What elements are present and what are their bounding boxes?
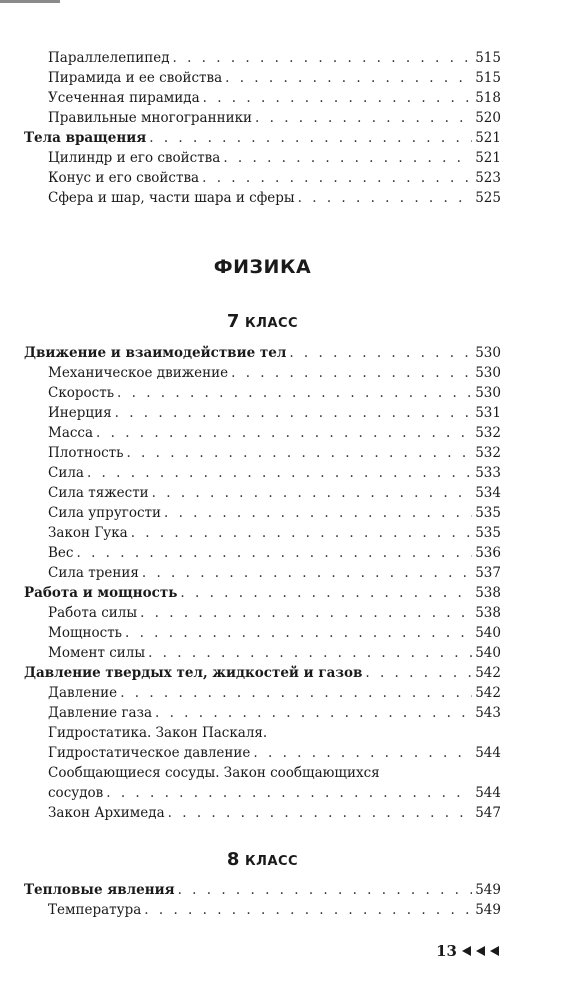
toc-entry[interactable]	[24, 523, 501, 543]
toc-entry-page: 537	[475, 565, 501, 581]
toc-entry-title-line1: Сообщающиеся сосуды. Закон сообщающихся	[48, 765, 380, 781]
toc-entry[interactable]	[24, 363, 501, 383]
leader-dots	[76, 543, 472, 563]
toc-entry	[24, 783, 501, 803]
toc-entry-title: Работа и мощность	[24, 585, 178, 601]
toc-entry-page: 549	[475, 882, 501, 898]
triangle-left-icon	[476, 946, 485, 956]
toc-entry[interactable]	[24, 900, 501, 920]
leader-dots	[148, 643, 472, 663]
toc-entry-title: Движение и взаимодействие тел	[24, 345, 287, 361]
toc-entry	[24, 743, 501, 763]
toc-entry-title: Тела вращения	[24, 130, 147, 146]
leader-dots	[173, 48, 472, 68]
toc-entry[interactable]	[24, 148, 501, 168]
toc-entry-title-line1: Гидростатика. Закон Паскаля.	[48, 725, 268, 741]
toc-entry-title: Сила	[48, 465, 84, 481]
toc-entry-title: Давление твердых тел, жидкостей и газов	[24, 665, 363, 681]
leader-dots	[115, 403, 472, 423]
toc-entry-title: Сила трения	[48, 565, 139, 581]
toc-entry-title: Плотность	[48, 445, 124, 461]
toc-entry[interactable]	[24, 443, 501, 463]
leader-dots	[164, 503, 472, 523]
toc-entry-page: 532	[475, 445, 501, 461]
toc-geometry-section	[24, 48, 501, 208]
triangle-left-icon	[490, 946, 499, 956]
toc-entry-title: Давление	[48, 685, 118, 701]
leader-dots	[142, 563, 472, 583]
grade-7-heading	[24, 311, 501, 332]
leader-dots	[298, 188, 472, 208]
toc-entry-title: Сила упругости	[48, 505, 161, 521]
toc-entry-page: 542	[475, 665, 501, 681]
leader-dots	[178, 880, 472, 900]
toc-entry-title: Сила тяжести	[48, 485, 149, 501]
toc-entry-page: 531	[475, 405, 501, 421]
grade-word: КЛАСС	[245, 316, 299, 331]
triangle-left-icon	[462, 946, 471, 956]
toc-entry-title: Мощность	[48, 625, 123, 641]
toc-entry-title: Закон Архимеда	[48, 805, 165, 821]
toc-vessels-entry[interactable]	[24, 763, 501, 803]
grade-8-heading	[24, 849, 501, 870]
toc-entry-page: 543	[475, 705, 501, 721]
toc-entry-title: Пирамида и ее свойства	[48, 70, 223, 86]
toc-entry-title: Цилиндр и его свойства	[48, 150, 221, 166]
leader-dots	[180, 583, 472, 603]
page-edge-mark	[0, 0, 60, 3]
toc-entry-page: 535	[475, 505, 501, 521]
toc-entry-title: Правильные многогранники	[48, 110, 253, 126]
toc-entry-title: Вес	[48, 545, 74, 561]
toc-hydrostatics-entry[interactable]	[24, 723, 501, 763]
toc-entry[interactable]	[24, 383, 501, 403]
leader-dots	[87, 463, 472, 483]
leader-dots	[96, 423, 472, 443]
grade-word: КЛАСС	[245, 854, 299, 869]
leader-dots	[253, 743, 472, 763]
toc-entry-page: 536	[475, 545, 501, 561]
toc-entry-page: 521	[475, 130, 501, 146]
toc-entry[interactable]	[24, 108, 501, 128]
toc-entry-page: 515	[475, 50, 501, 66]
leader-dots	[202, 168, 472, 188]
subject-title: ФИЗИКА	[213, 256, 312, 278]
toc-entry-page: 532	[475, 425, 501, 441]
leader-dots	[125, 623, 472, 643]
toc-entry-title: Гидростатическое давление	[48, 745, 251, 761]
toc-entry-title: Инерция	[48, 405, 112, 421]
toc-entry-title: сосудов	[48, 785, 104, 801]
leader-dots	[155, 703, 472, 723]
toc-grade-8-section	[24, 880, 501, 920]
toc-entry-title: Масса	[48, 425, 94, 441]
leader-dots	[152, 483, 472, 503]
toc-entry[interactable]	[24, 68, 501, 88]
toc-entry[interactable]	[24, 403, 501, 423]
toc-entry-page: 547	[475, 805, 501, 821]
toc-grade-7-section	[24, 343, 501, 723]
toc-entry[interactable]	[24, 683, 501, 703]
toc-entry-page: 542	[475, 685, 501, 701]
toc-entry-title: Скорость	[48, 385, 115, 401]
toc-entry-page: 530	[475, 385, 501, 401]
leader-dots	[231, 363, 472, 383]
toc-entry-page: 533	[475, 465, 501, 481]
toc-entry-title: Тепловые явления	[24, 882, 175, 898]
toc-entry[interactable]	[24, 88, 501, 108]
toc-entry[interactable]	[24, 643, 501, 663]
toc-section-entry[interactable]	[24, 663, 501, 683]
toc-entry-title: Давление газа	[48, 705, 152, 721]
toc-entry-page: 520	[475, 110, 501, 126]
toc-entry[interactable]	[24, 48, 501, 68]
toc-entry[interactable]	[24, 563, 501, 583]
toc-entry-page: 538	[475, 605, 501, 621]
toc-entry-page: 525	[475, 190, 501, 206]
toc-entry-title: Механическое движение	[48, 365, 229, 381]
toc-entry-title: Сфера и шар, части шара и сферы	[48, 190, 295, 206]
leader-dots	[203, 88, 472, 108]
toc-entry-page: 518	[475, 90, 501, 106]
toc-section-entry[interactable]	[24, 583, 501, 603]
toc-entry-title: Параллелепипед	[48, 50, 170, 66]
toc-entry[interactable]	[24, 503, 501, 523]
toc-entry-page: 540	[475, 645, 501, 661]
toc-entry[interactable]	[24, 543, 501, 563]
toc-entry-page: 540	[475, 625, 501, 641]
leader-dots	[223, 148, 472, 168]
leader-dots	[106, 783, 472, 803]
leader-dots	[149, 128, 472, 148]
page-number: 13	[436, 942, 457, 960]
toc-entry[interactable]	[24, 188, 501, 208]
toc-entry-title: Закон Гука	[48, 525, 128, 541]
toc-entry-title: Конус и его свойства	[48, 170, 200, 186]
page-footer	[436, 942, 499, 960]
toc-entry-title: Температура	[48, 902, 142, 918]
toc-entry-page: 515	[475, 70, 501, 86]
toc-entry-page: 535	[475, 525, 501, 541]
toc-section-entry[interactable]	[24, 880, 501, 900]
toc-entry[interactable]	[24, 168, 501, 188]
leader-dots	[289, 343, 472, 363]
leader-dots	[117, 383, 472, 403]
toc-entry[interactable]	[24, 423, 501, 443]
grade-number: 7	[226, 311, 240, 332]
toc-entry-page: 523	[475, 170, 501, 186]
toc-section-entry[interactable]	[24, 128, 501, 148]
toc-entry[interactable]	[24, 803, 501, 823]
toc-entry-title: Момент силы	[48, 645, 146, 661]
toc-entry-page: 549	[475, 902, 501, 918]
toc-entry-page: 530	[475, 365, 501, 381]
toc-entry-page: 538	[475, 585, 501, 601]
toc-entry[interactable]	[24, 483, 501, 503]
grade-number: 8	[226, 849, 240, 870]
toc-entry[interactable]	[24, 463, 501, 483]
toc-entry[interactable]	[24, 603, 501, 623]
leader-dots	[126, 443, 472, 463]
leader-dots	[140, 603, 472, 623]
leader-dots	[365, 663, 472, 683]
toc-entry-page: 534	[475, 485, 501, 501]
leader-dots	[255, 108, 472, 128]
toc-entry-page: 544	[475, 785, 501, 801]
leader-dots	[120, 683, 472, 703]
toc-entry-title: Работа силы	[48, 605, 138, 621]
leader-dots	[144, 900, 472, 920]
leader-dots	[131, 523, 472, 543]
toc-section-entry[interactable]	[24, 343, 501, 363]
toc-entry-page: 521	[475, 150, 501, 166]
toc-entry-page: 544	[475, 745, 501, 761]
toc-entry[interactable]	[24, 623, 501, 643]
toc-entry-page: 530	[475, 345, 501, 361]
leader-dots	[225, 68, 472, 88]
leader-dots	[168, 803, 472, 823]
toc-entry-title: Усеченная пирамида	[48, 90, 200, 106]
toc-entry[interactable]	[24, 703, 501, 723]
